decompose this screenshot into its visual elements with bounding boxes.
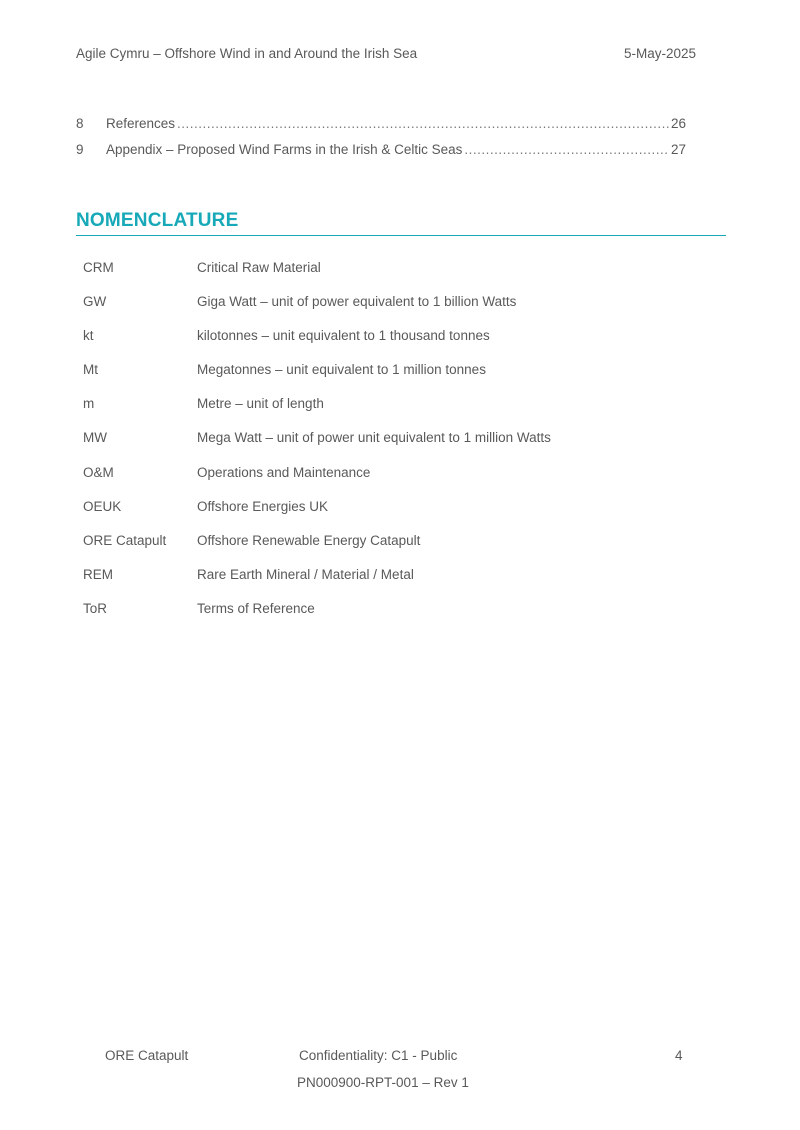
nomenclature-row bbox=[83, 565, 683, 599]
nomenclature-row bbox=[83, 463, 683, 497]
nomenclature-term: ToR bbox=[83, 600, 108, 616]
nomenclature-row bbox=[83, 360, 683, 394]
footer-organisation: ORE Catapult bbox=[105, 1048, 189, 1063]
nomenclature-definition: Critical Raw Material bbox=[197, 260, 321, 275]
nomenclature-term: Mt bbox=[83, 362, 98, 378]
nomenclature-row bbox=[83, 394, 683, 428]
nomenclature-definition: Metre – unit of length bbox=[197, 396, 324, 412]
toc-entry-page: 26 bbox=[670, 116, 686, 131]
nomenclature-row bbox=[83, 258, 683, 292]
toc-dot-leader bbox=[464, 142, 669, 157]
nomenclature-term: ORE Catapult bbox=[83, 532, 167, 548]
nomenclature-definition: Offshore Renewable Energy Catapult bbox=[197, 532, 421, 548]
nomenclature-definition: Giga Watt – unit of power equivalent to 1 billion Watts bbox=[197, 294, 517, 310]
nomenclature-definition: Operations and Maintenance bbox=[197, 464, 371, 480]
page-number: 4 bbox=[675, 1048, 683, 1063]
document-reference: PN000900-RPT-001 – Rev 1 bbox=[297, 1075, 469, 1090]
toc-entry-label: References bbox=[106, 116, 176, 131]
document-title: Agile Cymru – Offshore Wind in and Around the Irish Sea bbox=[76, 46, 418, 61]
nomenclature-definition: Terms of Reference bbox=[197, 600, 315, 616]
nomenclature-term: O&M bbox=[83, 464, 114, 480]
toc-entry-number: 8 bbox=[76, 116, 84, 131]
nomenclature-term: OEUK bbox=[83, 498, 122, 514]
section-heading bbox=[76, 210, 726, 236]
nomenclature-row bbox=[83, 599, 683, 633]
nomenclature-row bbox=[83, 428, 683, 462]
toc-entry[interactable] bbox=[76, 142, 686, 168]
toc-entry-page: 27 bbox=[670, 142, 686, 157]
nomenclature-row bbox=[83, 326, 683, 360]
footer-confidentiality: Confidentiality: C1 - Public bbox=[299, 1048, 458, 1063]
section-title: NOMENCLATURE bbox=[76, 210, 239, 231]
nomenclature-definition: Offshore Energies UK bbox=[197, 498, 329, 514]
nomenclature-term: m bbox=[83, 396, 95, 412]
nomenclature-row bbox=[83, 531, 683, 565]
toc-entry-number: 9 bbox=[76, 142, 84, 157]
toc-entry-label: Appendix – Proposed Wind Farms in the Irish & Celtic Seas bbox=[106, 142, 463, 157]
toc-entry[interactable] bbox=[76, 116, 686, 142]
nomenclature-term: GW bbox=[83, 294, 107, 310]
nomenclature-term: CRM bbox=[83, 260, 114, 275]
nomenclature-definition: kilotonnes – unit equivalent to 1 thousand tonnes bbox=[197, 328, 490, 344]
nomenclature-definition: Mega Watt – unit of power unit equivalent to 1 million Watts bbox=[197, 430, 551, 446]
nomenclature-term: MW bbox=[83, 430, 107, 446]
nomenclature-row bbox=[83, 497, 683, 531]
table-of-contents bbox=[76, 116, 686, 168]
nomenclature-definition: Megatonnes – unit equivalent to 1 million tonnes bbox=[197, 362, 486, 378]
document-date: 5-May-2025 bbox=[623, 46, 696, 61]
nomenclature-term: kt bbox=[83, 328, 94, 344]
nomenclature-row bbox=[83, 292, 683, 326]
nomenclature-definition: Rare Earth Mineral / Material / Metal bbox=[197, 566, 414, 582]
nomenclature-term: REM bbox=[83, 566, 113, 582]
toc-dot-leader bbox=[177, 116, 669, 131]
nomenclature-list bbox=[83, 258, 683, 633]
